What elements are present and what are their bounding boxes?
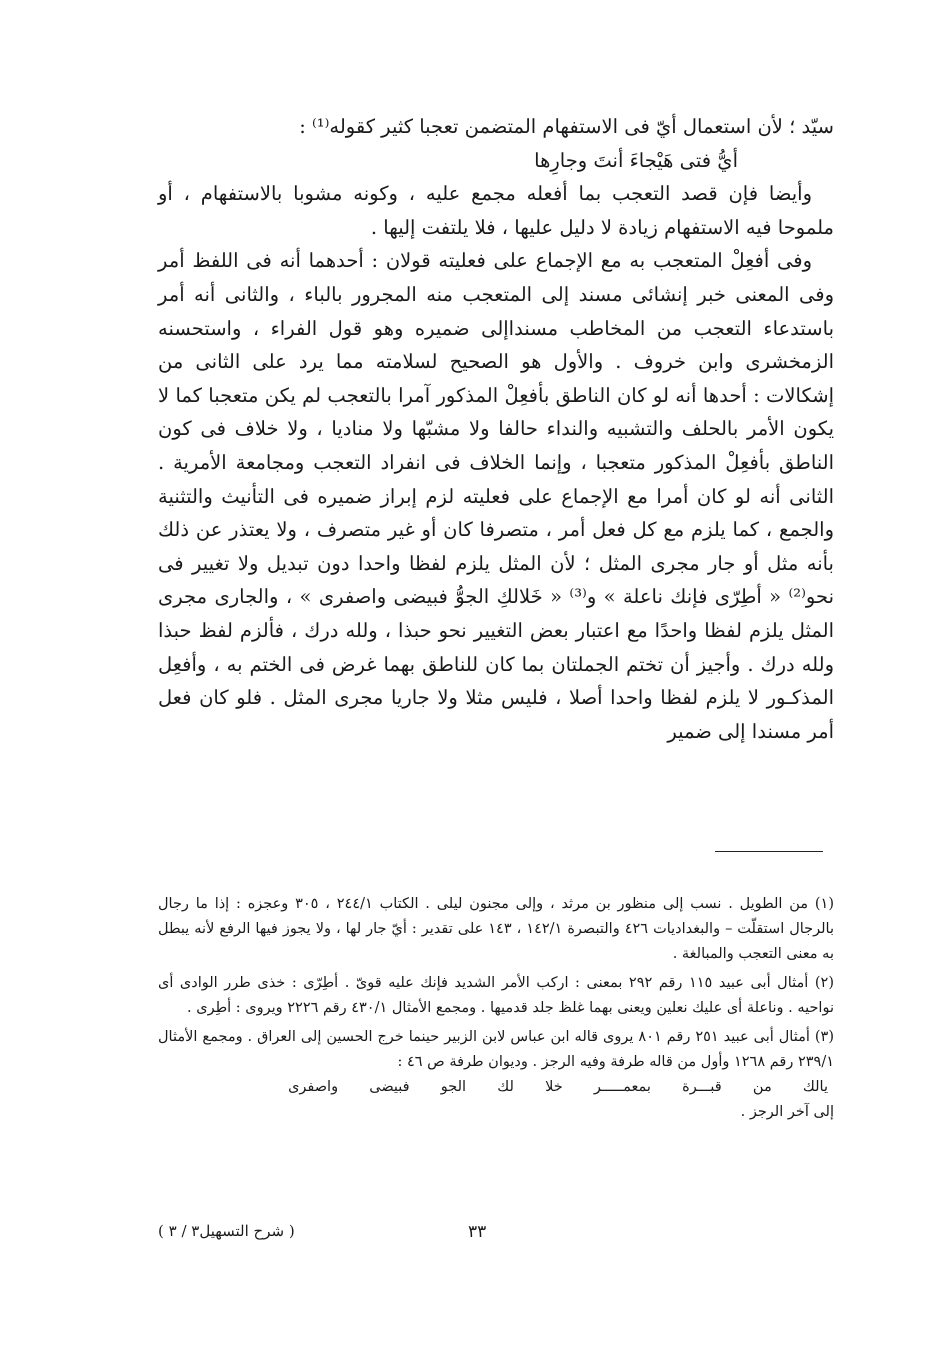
verse-word: بمعمـــــر: [593, 1079, 651, 1095]
main-text: [158, 110, 834, 748]
verse-word: الجو: [440, 1079, 467, 1095]
paragraph-2: وأيضا فإن قصد التعجب بما أفعله مجمع عليه ، وكونه مشوبا بالاستفهام ، أو ملموحا فيه الاستفهام زيادة لا دليل عليها ، فلا يلتفت إليها .: [158, 182, 834, 239]
verse-word: واصفرى: [288, 1079, 339, 1095]
page-footer: [150, 1222, 840, 1248]
volume-reference: ( شرح التسهيل٣ / ٣ ): [158, 1222, 295, 1240]
paragraph-1: سيّد ؛ لأن استعمال أيّ فى الاستفهام المتضمن تعجبا كثير كقوله⁽¹⁾ :: [299, 115, 834, 138]
verse-word: من: [752, 1079, 772, 1095]
verse-word: يالك: [802, 1079, 828, 1095]
footnote-2: (٢) أمثال أبى عبيد ١١٥ رقم ٢٩٢ بمعنى : اركب الأمر الشديد فإنك عليه قوىّ . أطِرّى : خذى طرر الوادى أى نواحيه . وناعلة أى عليك نعلين ويعنى بهما غلظ جلد قدميها . ومجمع الأمثال ٤٣٠/١ رقم ٢٢٢٦ ويروى : أطِرى .: [158, 975, 834, 1016]
verse-word: قبـــرة: [682, 1079, 722, 1095]
poetry-verse: أيُّ فتى هَيْجاءَ أنتَ وجارِها: [534, 148, 738, 172]
verse-word: خلا: [545, 1079, 563, 1095]
footnote-separator: [715, 851, 823, 852]
footnote-3-tail: إلى آخر الرجز .: [740, 1104, 834, 1120]
page-number: ٣٣: [468, 1222, 487, 1242]
footnote-1: (١) من الطويل . نسب إلى منظور بن مرثد ، وإلى مجنون ليلى . الكتاب ٢٤٤/١ ، ٣٠٥ وعجزه : إذا ما رجال بالرجال استقلّت – والبغداديات ٤٢٦ والتبصرة ١٤٢/١ ، ١٤٣ على تقدير : أيّ جار لها ، ولا يجوز فيها الرفع لأنه يبطل به معنى التعجب والمبالغة .: [158, 896, 835, 962]
footnotes: [158, 892, 834, 1129]
paragraph-3: وفى أفعِلْ المتعجب به مع الإجماع على فعليته قولان : أحدهما أنه فى اللفظ أمر وفى المعنى خبر إنشائى مسند إلى المتعجب منه المجرور بالباء ، والثانى أنه أمر باستدعاء التعجب من المخاطب مسنداإلى ضميره وهو قول الفراء ، واستحسنه الزمخشرى وابن خروف . والأول هو الصحيح لسلامته مما يرد على الثانى من إشكالات : أحدها أنه لو كان الناطق بأفعِلْ المذكور آمرا بالتعجب لم يكن متعجبا كما لا يكون الأمر بالحلف والتشبيه والنداء حالفا ولا مشبّها ولا مناديا ، ولا خلاف فى كون الناطق بأفعِلْ المذكور متعجبا ، وإنما الخلاف فى انفراد التعجب ومجامعة الأمرية . الثانى أنه لو كان أمرا مع الإجماع على فعليته لزم إبراز ضميره فى التأنيث والتثنية والجمع ، كما يلزم مع كل فعل أمر ، متصرفا كان أو غير متصرف ، ولا يعتذر عن ذلك بأنه مثل أو جار مجرى المثل ؛ لأن المثل يلزم لفظا واحدا دون تبديل ولا تغيير فى نحو⁽²⁾ « أطِرّى فإنك ناعلة » و⁽³⁾ « خَلالكِ الجوُّ فبيضى واصفرى » ، والجارى مجرى المثل يلزم لفظا واحدًا مع اعتبار بعض التغيير نحو حبذا ، ولله درك ، فألزم لفظ حبذا ولله درك . وأجيز أن تختم الجملتان بما كان للناطق بهما غرض فى الختم به ، وأفعِل المذكـور لا يلزم لفظا واحدا أصلا ، فليس مثلا ولا جاريا مجرى المثل . فلو كان فعل أمر مسندا إلى ضمير: [158, 249, 835, 743]
verse-word: لك: [497, 1079, 514, 1095]
footnote-3: (٣) أمثال أبى عبيد ٢٥١ رقم ٨٠١ يروى قاله ابن عباس لابن الزبير حينما خرج الحسين إلى العراق . ومجمع الأمثال ٢٣٩/١ رقم ١٢٦٨ وأول من قاله طرفة وفيه الرجز . وديوان طرفة ص ٤٦ :: [158, 1029, 834, 1070]
verse-word: فبيضى: [369, 1079, 410, 1095]
footnote-verse: [288, 1075, 828, 1100]
